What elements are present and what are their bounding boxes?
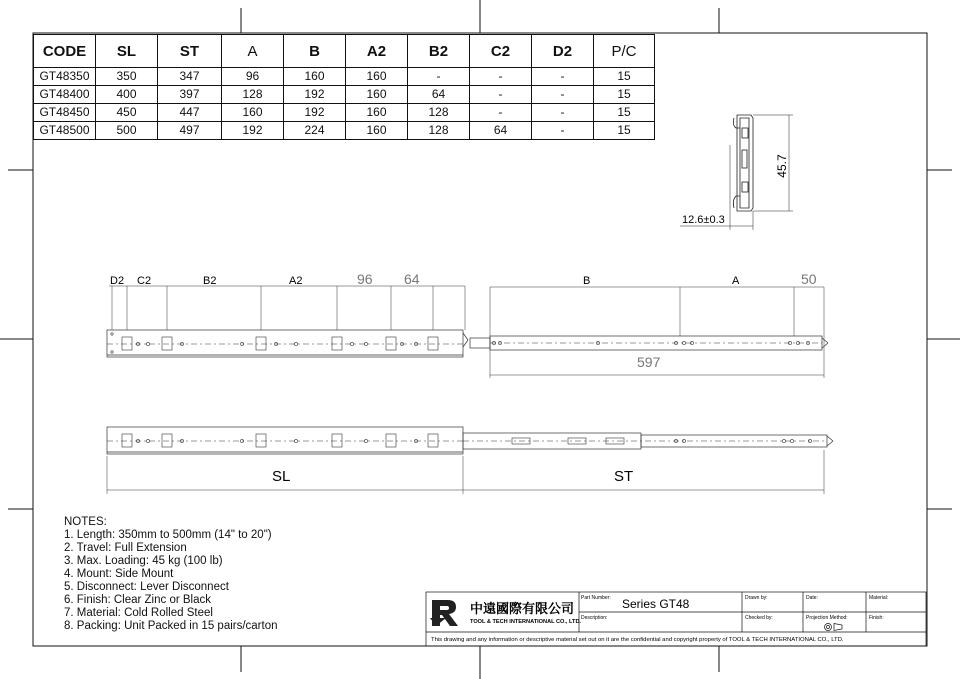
table-cell: - — [470, 86, 532, 104]
drawn-by-label: Drawn by: — [745, 595, 768, 601]
checked-by-label: Checked by: — [745, 615, 773, 621]
table-row — [34, 68, 655, 86]
table-cell: 400 — [96, 86, 158, 104]
notes-block — [64, 516, 278, 633]
projection-method-label: Projection Method: — [806, 615, 848, 621]
dim-64-label: 64 — [404, 271, 420, 287]
table-cell: - — [470, 68, 532, 86]
dim-st-label: ST — [614, 468, 634, 485]
dim-597-label: 597 — [637, 354, 661, 370]
table-cell: 160 — [346, 122, 408, 140]
table-cell: 447 — [158, 104, 222, 122]
table-cell: 128 — [222, 86, 284, 104]
table-cell: - — [532, 68, 594, 86]
header-d2: D2 — [532, 35, 594, 68]
table-cell: 15 — [594, 104, 655, 122]
table-cell: GT48450 — [34, 104, 96, 122]
note-item: 7. Material: Cold Rolled Steel — [64, 607, 213, 619]
table-cell: 160 — [346, 68, 408, 86]
table-cell: 64 — [470, 122, 532, 140]
header-b2: B2 — [408, 35, 470, 68]
table-header-row — [34, 35, 655, 68]
projection-symbol-icon — [825, 624, 843, 631]
table-cell: - — [470, 104, 532, 122]
table-cell: 192 — [222, 122, 284, 140]
table-cell: 15 — [594, 86, 655, 104]
table-cell: 497 — [158, 122, 222, 140]
material-label: Material: — [869, 595, 889, 601]
dim-50-label: 50 — [801, 271, 817, 287]
table-row — [34, 104, 655, 122]
table-cell: 128 — [408, 122, 470, 140]
notes-title: NOTES: — [64, 516, 107, 528]
note-item: 4. Mount: Side Mount — [64, 568, 174, 580]
table-cell: GT48500 — [34, 122, 96, 140]
finish-label: Finish: — [869, 615, 884, 621]
company-name-english: TOOL & TECH INTERNATIONAL CO., LTD. — [470, 619, 582, 625]
part-number-label: Part Number: — [581, 595, 611, 601]
note-item: 8. Packing: Unit Packed in 15 pairs/carton — [64, 620, 278, 632]
copyright-footer: This drawing and any information or descriptive material set out on it are the confidential and copyright property of TOOL & TECH INTERNATIONAL CO., LTD. — [431, 637, 844, 643]
note-item: 1. Length: 350mm to 500mm (14" to 20") — [64, 529, 272, 541]
table-cell: 350 — [96, 68, 158, 86]
table-cell: 160 — [222, 104, 284, 122]
table-cell: - — [532, 86, 594, 104]
header-a2: A2 — [346, 35, 408, 68]
dim-b2-label: B2 — [203, 275, 217, 287]
table-cell: 192 — [284, 86, 346, 104]
header-code: CODE — [34, 35, 96, 68]
table-cell: 347 — [158, 68, 222, 86]
table-cell: 160 — [346, 86, 408, 104]
table-cell: 128 — [408, 104, 470, 122]
header-a: A — [222, 35, 284, 68]
table-cell: GT48350 — [34, 68, 96, 86]
table-cell: 224 — [284, 122, 346, 140]
table-cell: 15 — [594, 122, 655, 140]
table-cell: GT48400 — [34, 86, 96, 104]
cross-section-width-label: 12.6±0.3 — [682, 214, 725, 226]
table-cell: 160 — [284, 68, 346, 86]
note-item: 2. Travel: Full Extension — [64, 542, 187, 554]
table-cell: 96 — [222, 68, 284, 86]
note-item: 3. Max. Loading: 45 kg (100 lb) — [64, 555, 223, 567]
company-logo — [430, 600, 458, 626]
dim-sl-label: SL — [272, 468, 291, 485]
header-pc: P/C — [594, 35, 655, 68]
table-row — [34, 86, 655, 104]
date-label: Date: — [806, 595, 818, 601]
table-cell: 192 — [284, 104, 346, 122]
table-cell: 64 — [408, 86, 470, 104]
note-item: 6. Finish: Clear Zinc or Black — [64, 594, 211, 606]
series-name: Series GT48 — [622, 597, 690, 611]
header-c2: C2 — [470, 35, 532, 68]
table-cell: 160 — [346, 104, 408, 122]
company-name-chinese: 中遠國際有限公司 — [470, 601, 575, 616]
table-row — [34, 122, 655, 140]
table-cell: 500 — [96, 122, 158, 140]
spec-table — [33, 34, 655, 140]
header-sl: SL — [96, 35, 158, 68]
description-label: Description: — [581, 615, 608, 621]
dim-96-label: 96 — [357, 271, 373, 287]
note-item: 5. Disconnect: Lever Disconnect — [64, 581, 229, 593]
dim-a-label: A — [732, 275, 740, 287]
dim-a2-label: A2 — [289, 275, 303, 287]
header-b: B — [284, 35, 346, 68]
table-cell: - — [408, 68, 470, 86]
dim-b-label: B — [583, 275, 591, 287]
closed-slide-left-view — [107, 286, 468, 357]
header-st: ST — [158, 35, 222, 68]
table-cell: - — [532, 104, 594, 122]
dim-c2-label: C2 — [137, 275, 152, 287]
extended-slide-view — [107, 427, 833, 494]
table-cell: 450 — [96, 104, 158, 122]
table-cell: 15 — [594, 68, 655, 86]
cross-section-height-label: 45.7 — [775, 154, 789, 178]
dim-d2-label: D2 — [110, 275, 125, 287]
table-cell: - — [532, 122, 594, 140]
table-cell: 397 — [158, 86, 222, 104]
